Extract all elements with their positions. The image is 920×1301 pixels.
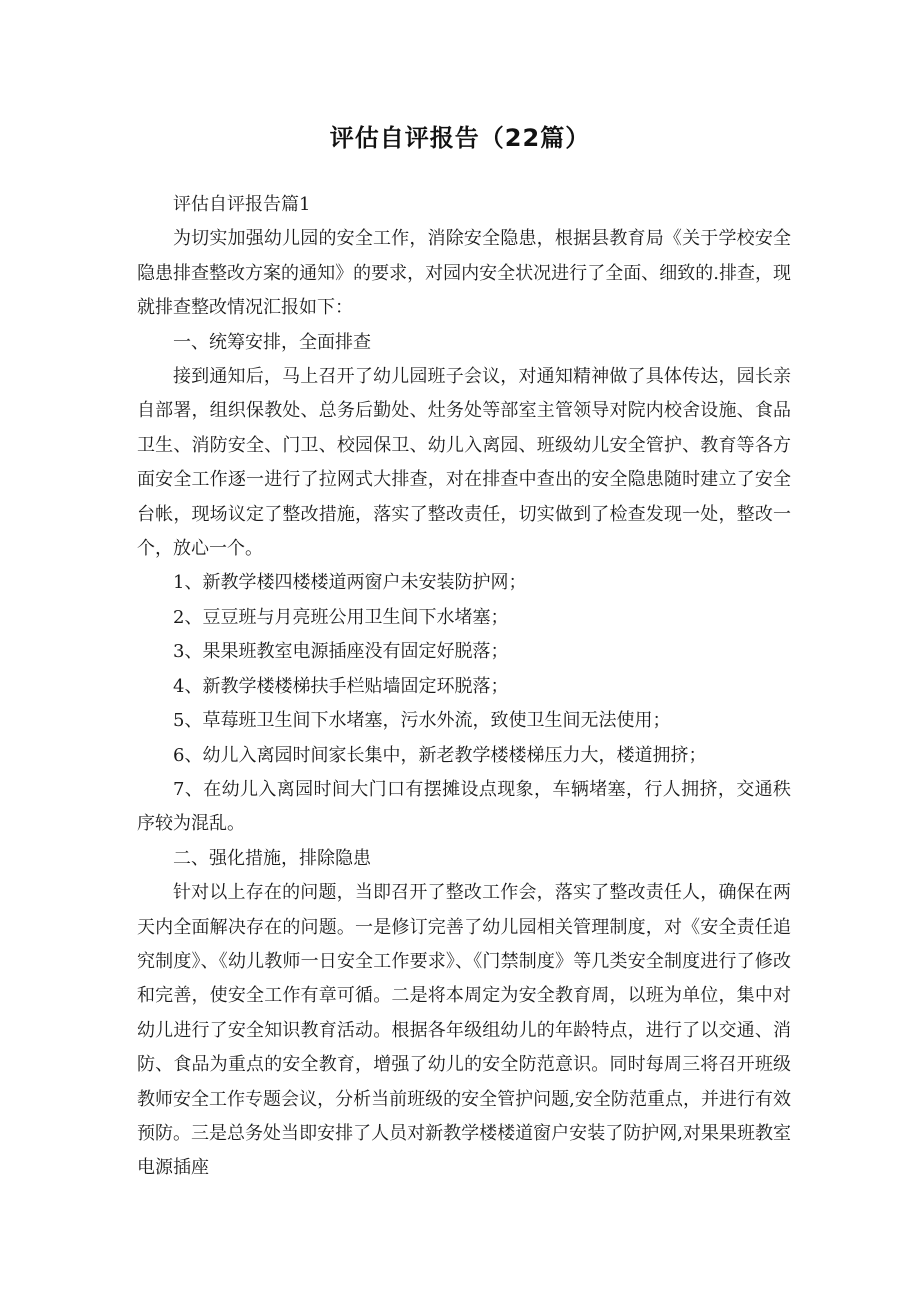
paragraph: 针对以上存在的问题，当即召开了整改工作会，落实了整改责任人，确保在两天内全面解决存在的问题。一是修订完善了幼儿园相关管理制度，对《安全责任追究制度》、《幼儿教师一日安全工作要求》、《门禁制度》等几类安全制度进行了修改和完善，使安全工作有章可循。二是将本周定为安全教育周，以班为单位，集中对幼儿进行了安全知识教育活动。根据各年级组幼儿的年龄特点，进行了以交通、消防、食品为重点的安全教育，增强了幼儿的安全防范意识。同时每周三将召开班级教师安全工作专题会议，分析当前班级的安全管护问题,安全防范重点，并进行有效预防。三是总务处当即安排了人员对新教学楼楼道窗户安装了防护网,对果果班教室电源插座 [137, 882, 791, 1179]
document-title: 评估自评报告（22篇） [329, 124, 591, 152]
paragraph: 接到通知后，马上召开了幼儿园班子会议，对通知精神做了具体传达，园长亲自部署，组织保教处、总务后勤处、灶务处等部室主管领导对院内校舍设施、食品卫生、消防安全、门卫、校园保卫、幼儿入离园、班级幼儿安全管护、教育等各方面安全工作逐一进行了拉网式大排查，对在排查中查出的安全隐患随时建立了安全台帐，现场议定了整改措施，落实了整改责任，切实做到了检查发现一处，整改一个，放心一个。 [137, 366, 791, 560]
section-heading: 二、强化措施，排除隐患 [173, 847, 371, 869]
list-item: 5、草莓班卫生间下水堵塞，污水外流，致使卫生间无法使用； [173, 710, 671, 732]
list-item: 2、豆豆班与月亮班公用卫生间下水堵塞； [173, 606, 509, 628]
list-item: 7、在幼儿入离园时间大门口有摆摊设点现象，车辆堵塞，行人拥挤，交通秩序较为混乱。 [137, 778, 791, 835]
list-item: 3、果果班教室电源插座没有固定好脱落； [173, 641, 509, 663]
list-item: 6、幼儿入离园时间家长集中，新老教学楼楼梯压力大，楼道拥挤； [173, 744, 707, 766]
paragraph: 为切实加强幼儿园的安全工作，消除安全隐患，根据县教育局《关于学校安全隐患排查整改方案的通知》的要求，对园内安全状况进行了全面、细致的.排查，现就排查整改情况汇报如下： [137, 228, 791, 319]
list-item: 1、新教学楼四楼楼道两窗户未安装防护网； [173, 572, 527, 594]
section-heading: 一、统筹安排，全面排查 [173, 331, 371, 353]
list-item: 4、新教学楼楼梯扶手栏贴墙固定环脱落； [173, 675, 509, 697]
document-body [137, 188, 791, 1186]
section-heading: 评估自评报告篇1 [173, 194, 311, 215]
